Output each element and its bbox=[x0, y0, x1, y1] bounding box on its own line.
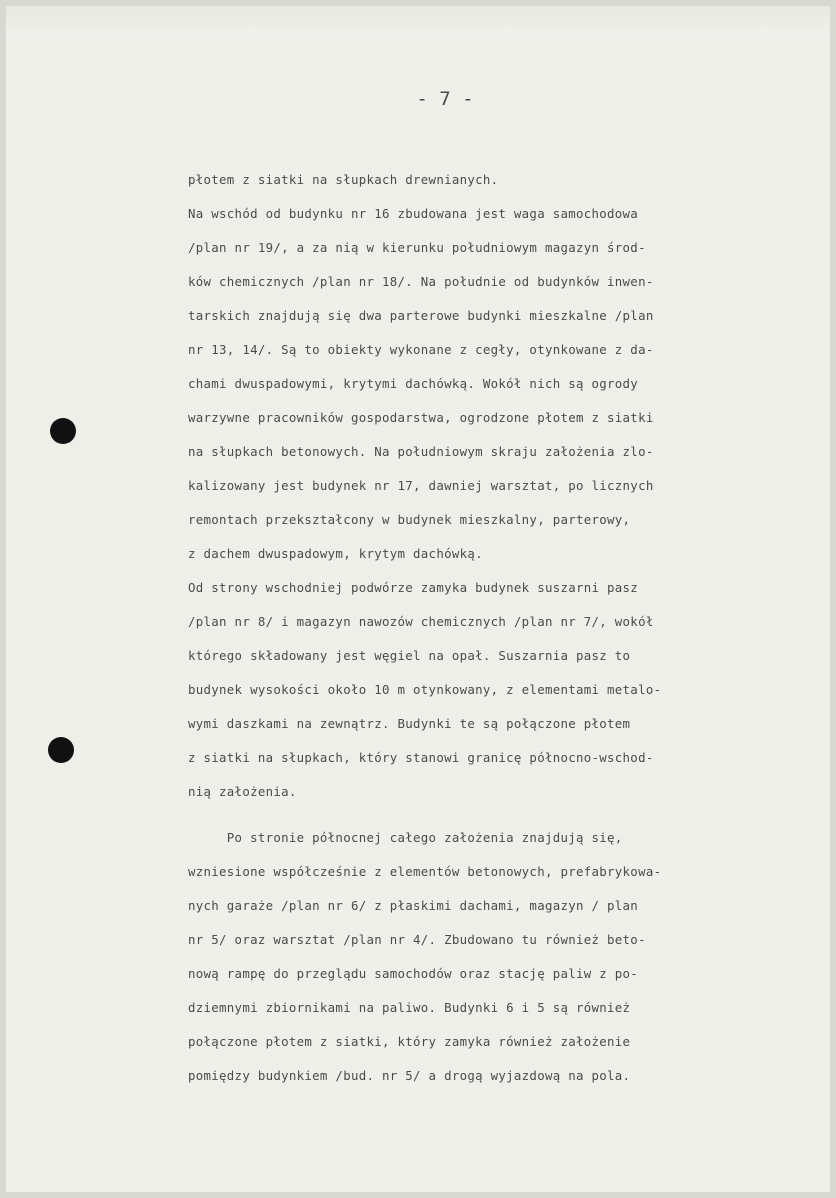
text-line: nych garaże /plan nr 6/ z płaskimi dachami, magazyn / plan bbox=[188, 898, 639, 913]
text-line: płotem z siatki na słupkach drewnianych. bbox=[188, 172, 499, 187]
text-line: Na wschód od budynku nr 16 zbudowana jest waga samochodowa bbox=[188, 206, 639, 221]
text-line: Po stronie północnej całego założenia znajdują się, bbox=[188, 830, 623, 845]
text-line: chami dwuspadowymi, krytymi dachówką. Wokół nich są ogrody bbox=[188, 376, 639, 391]
text-line: wzniesione współcześnie z elementów betonowych, prefabrykowa- bbox=[188, 864, 662, 879]
text-line: wymi daszkami na zewnątrz. Budynki te są połączone płotem bbox=[188, 716, 631, 731]
text-line: warzywne pracowników gospodarstwa, ogrodzone płotem z siatki bbox=[188, 410, 654, 425]
text-line: z dachem dwuspadowym, krytym dachówką. bbox=[188, 546, 483, 561]
text-line: na słupkach betonowych. Na południowym skraju założenia zlo- bbox=[188, 444, 654, 459]
text-line: ków chemicznych /plan nr 18/. Na południe od budynków inwen- bbox=[188, 274, 654, 289]
text-line: nr 5/ oraz warsztat /plan nr 4/. Zbudowano tu również beto- bbox=[188, 932, 646, 947]
text-line: połączone płotem z siatki, który zamyka również założenie bbox=[188, 1034, 631, 1049]
text-line: kalizowany jest budynek nr 17, dawniej warsztat, po licznych bbox=[188, 478, 654, 493]
punch-hole-upper bbox=[50, 418, 76, 444]
text-line: Od strony wschodniej podwórze zamyka budynek suszarni pasz bbox=[188, 580, 639, 595]
text-line: /plan nr 19/, a za nią w kierunku południowym magazyn środ- bbox=[188, 240, 646, 255]
text-line: którego składowany jest węgiel na opał. Suszarnia pasz to bbox=[188, 648, 631, 663]
punch-hole-lower bbox=[48, 737, 74, 763]
text-line: nową rampę do przeglądu samochodów oraz stację paliw z po- bbox=[188, 966, 639, 981]
text-line: /plan nr 8/ i magazyn nawozów chemicznych /plan nr 7/, wokół bbox=[188, 614, 654, 629]
scan-top-edge bbox=[0, 0, 836, 36]
text-line: tarskich znajdują się dwa parterowe budynki mieszkalne /plan bbox=[188, 308, 654, 323]
text-line: pomiędzy budynkiem /bud. nr 5/ a drogą wyjazdową na pola. bbox=[188, 1068, 631, 1083]
text-line: z siatki na słupkach, który stanowi granicę północno-wschod- bbox=[188, 750, 654, 765]
text-line: dziemnymi zbiornikami na paliwo. Budynki 6 i 5 są również bbox=[188, 1000, 631, 1015]
text-line: nr 13, 14/. Są to obiekty wykonane z cegły, otynkowane z da- bbox=[188, 342, 654, 357]
page-number: - 7 - bbox=[416, 88, 474, 110]
text-line: budynek wysokości około 10 m otynkowany, z elementami metalo- bbox=[188, 682, 662, 697]
text-line: nią założenia. bbox=[188, 784, 297, 799]
text-line: remontach przekształcony w budynek mieszkalny, parterowy, bbox=[188, 512, 631, 527]
